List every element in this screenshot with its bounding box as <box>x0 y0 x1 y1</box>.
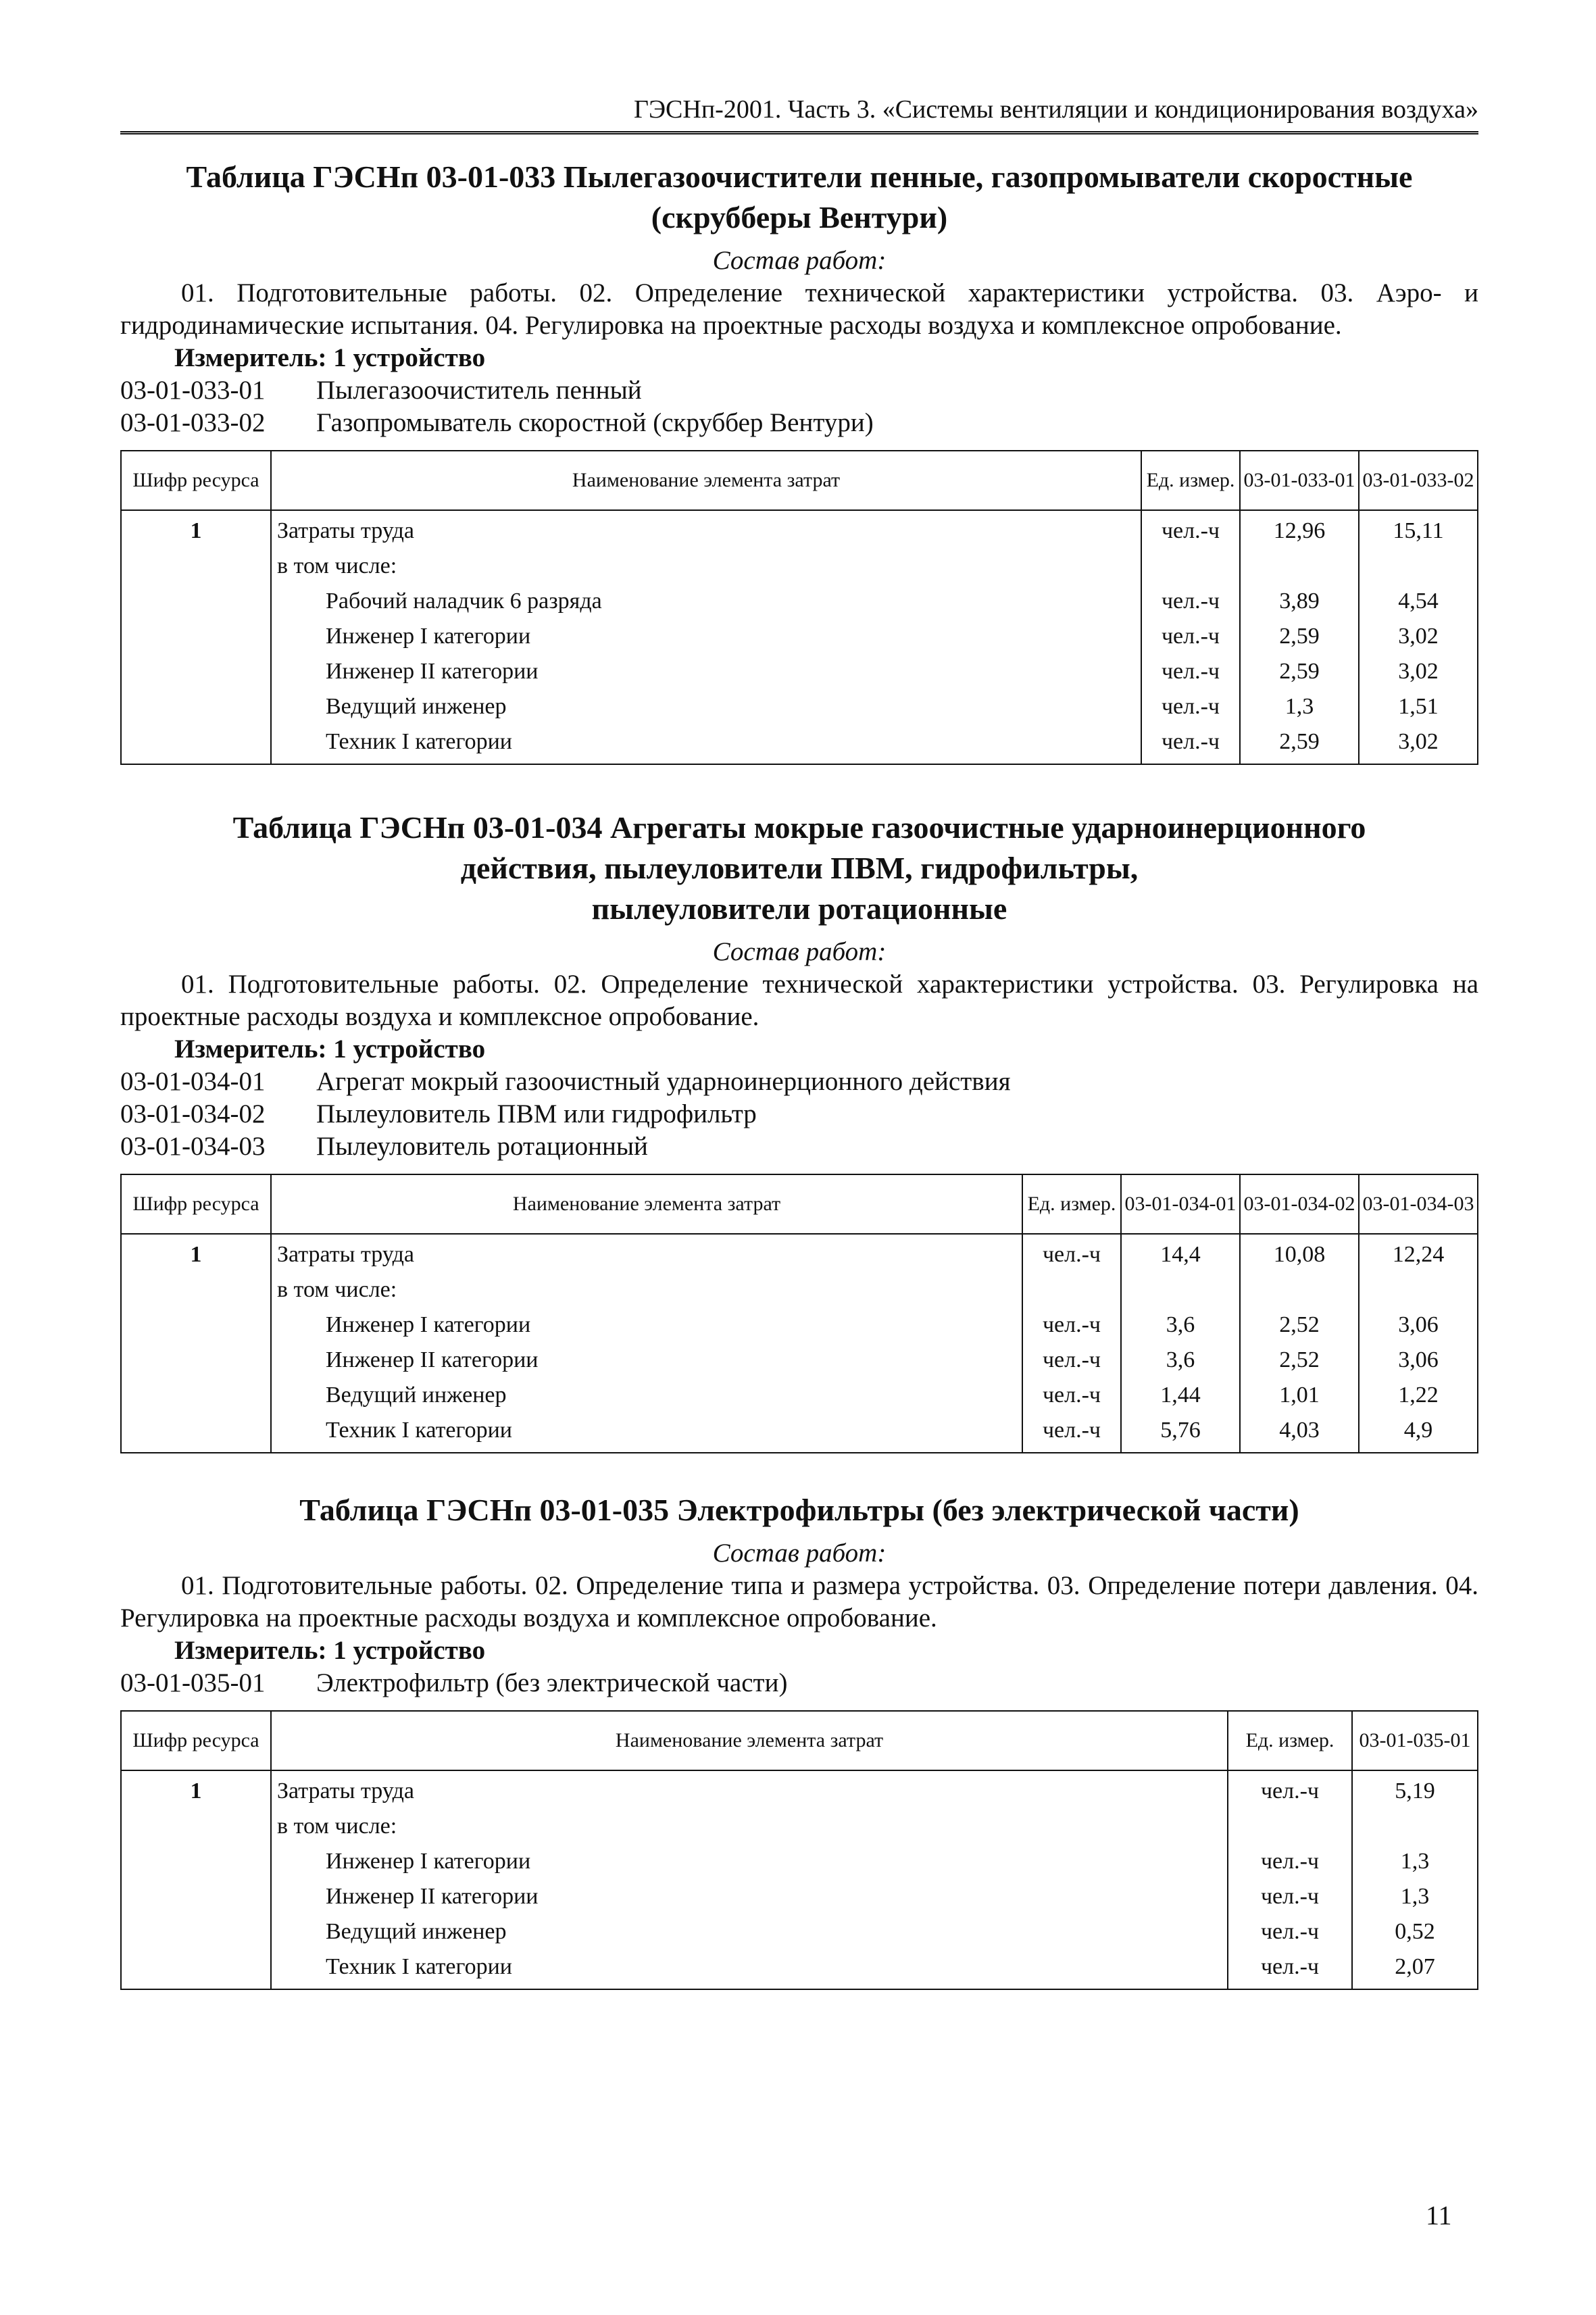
table-row <box>121 1809 1478 1844</box>
header-norm-code: 03-01-034-01 <box>1121 1174 1240 1234</box>
cell-value: 1,3 <box>1352 1844 1478 1879</box>
header-cost-element: Наименование элемента затрат <box>271 1174 1022 1234</box>
cell-value: 3,06 <box>1359 1308 1478 1343</box>
cell-value <box>1352 1809 1478 1844</box>
cell-value: 3,02 <box>1359 619 1478 654</box>
cell-unit: чел.-ч <box>1141 619 1240 654</box>
cell-value: 4,03 <box>1240 1413 1359 1453</box>
header-unit: Ед. измер. <box>1022 1174 1121 1234</box>
table-row <box>121 1914 1478 1949</box>
table-row <box>121 1234 1478 1272</box>
cell-value: 1,3 <box>1352 1879 1478 1914</box>
cell-resource-code <box>121 584 271 619</box>
norm-item-name: Пылегазоочиститель пенный <box>316 376 642 405</box>
norm-item-name: Агрегат мокрый газоочистный ударноинерционного действия <box>316 1067 1011 1096</box>
cell-unit: чел.-ч <box>1022 1234 1121 1272</box>
cell-value: 10,08 <box>1240 1234 1359 1272</box>
cell-value: 4,9 <box>1359 1413 1478 1453</box>
cell-value: 4,54 <box>1359 584 1478 619</box>
cell-value: 5,76 <box>1121 1413 1240 1453</box>
cell-cost-element: Техник I категории <box>271 724 1141 764</box>
header-cost-element: Наименование элемента затрат <box>271 1711 1228 1770</box>
measure-unit: Измеритель: 1 устройство <box>174 1636 486 1665</box>
cell-value: 3,89 <box>1240 584 1359 619</box>
norm-item-code: 03-01-033-02 <box>120 408 266 437</box>
measure-unit: Измеритель: 1 устройство <box>174 343 486 372</box>
table-row <box>121 1308 1478 1343</box>
header-norm-code: 03-01-034-02 <box>1240 1174 1359 1234</box>
cell-unit: чел.-ч <box>1228 1770 1352 1809</box>
cell-resource-code <box>121 724 271 764</box>
cell-value: 1,44 <box>1121 1378 1240 1413</box>
cell-resource-code <box>121 1949 271 1989</box>
cell-resource-code <box>121 1308 271 1343</box>
section-title-line: Таблица ГЭСНп 03-01-034 Агрегаты мокрые газоочистные ударноинерционного <box>232 810 1366 845</box>
cell-value: 1,22 <box>1359 1378 1478 1413</box>
section-title <box>120 1490 1478 1530</box>
cell-resource-code <box>121 689 271 724</box>
cell-resource-code <box>121 1809 271 1844</box>
measure-unit: Измеритель: 1 устройство <box>174 1035 486 1064</box>
norms-table <box>120 450 1478 765</box>
header-cost-element: Наименование элемента затрат <box>271 451 1141 510</box>
norm-item-code: 03-01-033-01 <box>120 376 266 405</box>
norm-item-name: Газопромыватель скоростной (скруббер Вентури) <box>316 408 874 437</box>
cell-value: 1,51 <box>1359 689 1478 724</box>
composition-label: Состав работ: <box>712 246 887 275</box>
cell-value: 12,96 <box>1240 510 1359 549</box>
cell-cost-element: Затраты труда <box>271 510 1141 549</box>
cell-unit: чел.-ч <box>1228 1879 1352 1914</box>
cell-resource-code: 1 <box>121 1770 271 1809</box>
section-title <box>120 807 1478 929</box>
header-resource-code: Шифр ресурса <box>121 451 271 510</box>
norm-item-name: Пылеуловитель ротационный <box>316 1132 648 1161</box>
cell-cost-element: Инженер I категории <box>271 1308 1022 1343</box>
composition-text: 01. Подготовительные работы. 02. Определение технической характеристики устройства. 03. Аэро- и гидродинамические испытания. 04. Регулировка на проектные расходы воздуха и комплексное опробование. <box>120 278 1478 340</box>
norm-item-name: Электрофильтр (без электрической части) <box>316 1668 788 1697</box>
cell-value: 3,06 <box>1359 1343 1478 1378</box>
section-title-line: (скрубберы Вентури) <box>651 200 948 234</box>
cell-cost-element: в том числе: <box>271 1809 1228 1844</box>
cell-unit: чел.-ч <box>1141 724 1240 764</box>
header-norm-code: 03-01-033-01 <box>1240 451 1359 510</box>
cell-cost-element: Ведущий инженер <box>271 1378 1022 1413</box>
cell-value <box>1240 1272 1359 1308</box>
cell-cost-element: Инженер I категории <box>271 619 1141 654</box>
section-title <box>120 157 1478 238</box>
table-header-row <box>121 451 1478 510</box>
cell-value: 2,59 <box>1240 654 1359 689</box>
cell-unit: чел.-ч <box>1141 654 1240 689</box>
cell-cost-element: Техник I категории <box>271 1949 1228 1989</box>
cell-value: 14,4 <box>1121 1234 1240 1272</box>
cell-cost-element: Затраты труда <box>271 1770 1228 1809</box>
page-number: 11 <box>1426 2200 1452 2231</box>
section-title-line: Таблица ГЭСНп 03-01-035 Электрофильтры (без электрической части) <box>299 1493 1299 1527</box>
header-norm-code: 03-01-035-01 <box>1352 1711 1478 1770</box>
norm-item-code: 03-01-034-01 <box>120 1067 266 1096</box>
cell-unit <box>1141 549 1240 584</box>
cell-value: 3,6 <box>1121 1343 1240 1378</box>
cell-cost-element: Затраты труда <box>271 1234 1022 1272</box>
cell-cost-element: Рабочий наладчик 6 разряда <box>271 584 1141 619</box>
composition-label: Состав работ: <box>712 1539 887 1568</box>
norm-item-name: Пылеуловитель ПВМ или гидрофильтр <box>316 1099 757 1128</box>
cell-value <box>1240 549 1359 584</box>
norm-item <box>120 407 1478 439</box>
cell-unit: чел.-ч <box>1022 1378 1121 1413</box>
table-section-3 <box>120 1490 1478 1990</box>
cell-resource-code <box>121 1413 271 1453</box>
table-header-row <box>121 1711 1478 1770</box>
cell-cost-element: Техник I категории <box>271 1413 1022 1453</box>
cell-resource-code: 1 <box>121 1234 271 1272</box>
header-resource-code: Шифр ресурса <box>121 1711 271 1770</box>
cell-resource-code <box>121 1879 271 1914</box>
table-row <box>121 1879 1478 1914</box>
table-row <box>121 1844 1478 1879</box>
page-header: ГЭСНп-2001. Часть 3. «Системы вентиляции и кондиционирования воздуха» <box>120 95 1478 134</box>
table-row <box>121 1770 1478 1809</box>
norm-item-code: 03-01-034-03 <box>120 1132 266 1161</box>
header-unit: Ед. измер. <box>1141 451 1240 510</box>
table-row <box>121 619 1478 654</box>
norm-item-code: 03-01-035-01 <box>120 1668 266 1697</box>
header-norm-code: 03-01-034-03 <box>1359 1174 1478 1234</box>
cell-value: 0,52 <box>1352 1914 1478 1949</box>
cell-cost-element: Инженер II категории <box>271 1343 1022 1378</box>
cell-resource-code <box>121 1343 271 1378</box>
table-row <box>121 654 1478 689</box>
cell-unit: чел.-ч <box>1022 1413 1121 1453</box>
table-row <box>121 1343 1478 1378</box>
cell-resource-code <box>121 1914 271 1949</box>
table-row <box>121 724 1478 764</box>
table-row <box>121 1413 1478 1453</box>
cell-unit: чел.-ч <box>1141 510 1240 549</box>
table-section-2 <box>120 807 1478 1453</box>
composition-text: 01. Подготовительные работы. 02. Определение технической характеристики устройства. 03. Регулировка на проектные расходы воздуха и комплексное опробование. <box>120 970 1478 1031</box>
cell-value: 12,24 <box>1359 1234 1478 1272</box>
table-row <box>121 689 1478 724</box>
norm-item <box>120 1066 1478 1098</box>
cell-resource-code <box>121 549 271 584</box>
table-header-row <box>121 1174 1478 1234</box>
cell-value: 3,6 <box>1121 1308 1240 1343</box>
cell-value: 2,52 <box>1240 1343 1359 1378</box>
cell-cost-element: в том числе: <box>271 549 1141 584</box>
cell-resource-code <box>121 1272 271 1308</box>
norm-item <box>120 1098 1478 1130</box>
section-title-line: пылеуловители ротационные <box>591 891 1007 926</box>
norms-table <box>120 1710 1478 1990</box>
norm-item <box>120 374 1478 407</box>
table-row <box>121 1272 1478 1308</box>
cell-resource-code <box>121 1378 271 1413</box>
cell-value <box>1359 549 1478 584</box>
cell-value <box>1121 1272 1240 1308</box>
composition-text: 01. Подготовительные работы. 02. Определение типа и размера устройства. 03. Определение потери давления. 04. Регулировка на проектные расходы воздуха и комплексное опробование. <box>120 1571 1478 1633</box>
cell-unit: чел.-ч <box>1022 1308 1121 1343</box>
table-row <box>121 510 1478 549</box>
cell-value: 5,19 <box>1352 1770 1478 1809</box>
header-unit: Ед. измер. <box>1228 1711 1352 1770</box>
composition-label: Состав работ: <box>712 937 887 966</box>
table-row <box>121 584 1478 619</box>
cell-unit: чел.-ч <box>1228 1844 1352 1879</box>
cell-resource-code <box>121 619 271 654</box>
header-norm-code: 03-01-033-02 <box>1359 451 1478 510</box>
cell-value <box>1359 1272 1478 1308</box>
cell-unit: чел.-ч <box>1022 1343 1121 1378</box>
cell-value: 2,07 <box>1352 1949 1478 1989</box>
section-title-line: действия, пылеуловители ПВМ, гидрофильтры, <box>460 851 1139 885</box>
cell-unit: чел.-ч <box>1228 1914 1352 1949</box>
norms-table <box>120 1174 1478 1453</box>
cell-unit <box>1228 1809 1352 1844</box>
cell-cost-element: Инженер II категории <box>271 1879 1228 1914</box>
norm-item <box>120 1667 1478 1699</box>
cell-resource-code: 1 <box>121 510 271 549</box>
cell-value: 1,01 <box>1240 1378 1359 1413</box>
cell-value: 3,02 <box>1359 654 1478 689</box>
cell-resource-code <box>121 1844 271 1879</box>
cell-cost-element: Инженер II категории <box>271 654 1141 689</box>
cell-value: 2,59 <box>1240 619 1359 654</box>
cell-unit: чел.-ч <box>1141 689 1240 724</box>
cell-value: 1,3 <box>1240 689 1359 724</box>
table-row <box>121 1378 1478 1413</box>
cell-cost-element: в том числе: <box>271 1272 1022 1308</box>
norm-item <box>120 1130 1478 1163</box>
cell-resource-code <box>121 654 271 689</box>
cell-unit <box>1022 1272 1121 1308</box>
cell-value: 3,02 <box>1359 724 1478 764</box>
table-row <box>121 549 1478 584</box>
table-row <box>121 1949 1478 1989</box>
cell-value: 2,52 <box>1240 1308 1359 1343</box>
norm-item-code: 03-01-034-02 <box>120 1099 266 1128</box>
cell-value: 15,11 <box>1359 510 1478 549</box>
cell-cost-element: Инженер I категории <box>271 1844 1228 1879</box>
cell-unit: чел.-ч <box>1228 1949 1352 1989</box>
section-title-line: Таблица ГЭСНп 03-01-033 Пылегазоочистители пенные, газопромыватели скоростные <box>186 159 1413 194</box>
cell-unit: чел.-ч <box>1141 584 1240 619</box>
header-resource-code: Шифр ресурса <box>121 1174 271 1234</box>
cell-cost-element: Ведущий инженер <box>271 1914 1228 1949</box>
cell-value: 2,59 <box>1240 724 1359 764</box>
cell-cost-element: Ведущий инженер <box>271 689 1141 724</box>
table-section-1 <box>120 157 1478 765</box>
